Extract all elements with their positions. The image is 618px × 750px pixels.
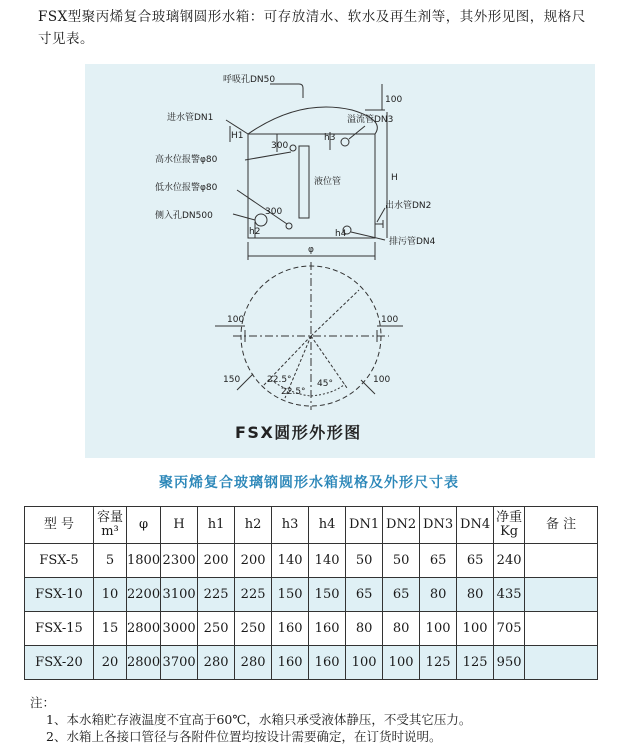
- header-H: H: [161, 507, 198, 544]
- header-remark: 备 注: [525, 507, 598, 544]
- cell-model: FSX-20: [25, 646, 94, 680]
- table-row: [25, 612, 598, 646]
- cell: 200: [198, 544, 235, 578]
- cell: 100: [457, 612, 494, 646]
- cell: 250: [235, 612, 272, 646]
- cell: 50: [346, 544, 383, 578]
- label-inlet: 进水管DN1: [167, 113, 214, 123]
- cell: 140: [309, 544, 346, 578]
- cell: 80: [346, 612, 383, 646]
- label-drain: 排污管DN4: [389, 237, 436, 247]
- cell: 20: [94, 646, 127, 680]
- header-dn1: DN1: [346, 507, 383, 544]
- level-tube: [299, 146, 309, 218]
- cell: 160: [309, 646, 346, 680]
- dim-100: 100: [385, 95, 403, 105]
- dim-H: H: [391, 173, 398, 183]
- cell: 100: [346, 646, 383, 680]
- notes: [30, 694, 471, 745]
- dim-phi: φ: [308, 245, 314, 255]
- cell: 160: [272, 646, 309, 680]
- header-model: 型 号: [25, 507, 94, 544]
- cell-model: FSX-15: [25, 612, 94, 646]
- cell: 160: [309, 612, 346, 646]
- header-h3: h3: [272, 507, 309, 544]
- header-dn2: DN2: [383, 507, 420, 544]
- cell: 3700: [161, 646, 198, 680]
- spec-table: [24, 506, 598, 680]
- label-high-alarm: 高水位报警φ80: [155, 155, 218, 165]
- note-item: 2、水箱上各接口管径与各附件位置均按设计需要确定，在订货时说明。: [46, 729, 442, 744]
- cell: 160: [272, 612, 309, 646]
- cell-remark: [525, 578, 598, 612]
- label-outlet: 出水管DN2: [385, 201, 432, 211]
- header-phi: φ: [127, 507, 161, 544]
- cell: 2200: [127, 578, 161, 612]
- cell: 200: [235, 544, 272, 578]
- angle-22-5-a: 22.5°: [267, 375, 292, 385]
- cell: 250: [198, 612, 235, 646]
- cell: 65: [420, 544, 457, 578]
- label-low-alarm: 低水位报警φ80: [155, 183, 218, 193]
- cell-remark: [525, 544, 598, 578]
- dim-h2: h2: [249, 227, 261, 237]
- cell: 1800: [127, 544, 161, 578]
- cell-model: FSX-10: [25, 578, 94, 612]
- table-row: [25, 578, 598, 612]
- dim-300: 300: [271, 141, 289, 151]
- cell: 80: [420, 578, 457, 612]
- cell: 2800: [127, 612, 161, 646]
- cell: 140: [272, 544, 309, 578]
- tank-body: [248, 134, 375, 238]
- header-h2: h2: [235, 507, 272, 544]
- tank-drawing: [85, 64, 595, 458]
- cell: 2300: [161, 544, 198, 578]
- cell: 3000: [161, 612, 198, 646]
- label-overflow: 溢流管DN3: [347, 115, 394, 125]
- vent-pipe: [299, 84, 303, 98]
- dim-h4: h4: [335, 229, 347, 239]
- cell: 240: [494, 544, 525, 578]
- cell: 280: [235, 646, 272, 680]
- cell-remark: [525, 646, 598, 680]
- cell: 225: [198, 578, 235, 612]
- label-manhole: 侧入孔DN500: [155, 211, 213, 221]
- header-h1: h1: [198, 507, 235, 544]
- cell: 15: [94, 612, 127, 646]
- cell: 10: [94, 578, 127, 612]
- cell: 2800: [127, 646, 161, 680]
- cell: 3100: [161, 578, 198, 612]
- note-item: 1、本水箱贮存液温度不宜高于60℃，水箱只承受液体静压，不受其它压力。: [46, 712, 472, 727]
- intro-text: FSX型聚丙烯复合玻璃钢圆形水箱：可存放清水、软水及再生剂等，其外形见图，规格尺寸见表。: [38, 9, 586, 47]
- table-row: [25, 646, 598, 680]
- cell-model: FSX-5: [25, 544, 94, 578]
- cell: 435: [494, 578, 525, 612]
- cell: 65: [346, 578, 383, 612]
- cell: 80: [383, 612, 420, 646]
- cell: 100: [383, 646, 420, 680]
- cell: 65: [383, 578, 420, 612]
- notes-heading: 注：: [30, 695, 56, 710]
- cell: 125: [420, 646, 457, 680]
- header-dn4: DN4: [457, 507, 494, 544]
- cell: 100: [420, 612, 457, 646]
- plan-100-left: 100: [227, 315, 245, 325]
- table-header-row: [25, 507, 598, 544]
- dim-h1: H1: [231, 131, 244, 141]
- cell: 80: [457, 578, 494, 612]
- cell: 125: [457, 646, 494, 680]
- cell: 50: [383, 544, 420, 578]
- cell: 150: [309, 578, 346, 612]
- dim-h3: h3: [324, 133, 336, 143]
- plan-100-br: 100: [373, 375, 391, 385]
- cell-remark: [525, 612, 598, 646]
- header-h4: h4: [309, 507, 346, 544]
- header-weight: 净重Kg: [494, 507, 525, 544]
- tank-diagram: [85, 64, 595, 458]
- cell: 705: [494, 612, 525, 646]
- table-title: 聚丙烯复合玻璃钢圆形水箱规格及外形尺寸表: [159, 475, 459, 491]
- cell: 5: [94, 544, 127, 578]
- dim-300b: 300: [265, 207, 283, 217]
- cell: 950: [494, 646, 525, 680]
- plan-150: 150: [223, 375, 241, 385]
- cell: 150: [272, 578, 309, 612]
- cell: 280: [198, 646, 235, 680]
- angle-45: 45°: [317, 379, 333, 389]
- cell: 65: [457, 544, 494, 578]
- plan-100-right: 100: [381, 315, 399, 325]
- cell: 225: [235, 578, 272, 612]
- angle-22-5-b: 22.5°: [281, 387, 306, 397]
- label-level-tube: 液位管: [314, 177, 342, 187]
- figure-title: FSX圆形外形图: [235, 423, 362, 442]
- table-row: [25, 544, 598, 578]
- header-dn3: DN3: [420, 507, 457, 544]
- label-vent: 呼吸孔DN50: [223, 75, 276, 85]
- header-capacity: 容量m³: [94, 507, 127, 544]
